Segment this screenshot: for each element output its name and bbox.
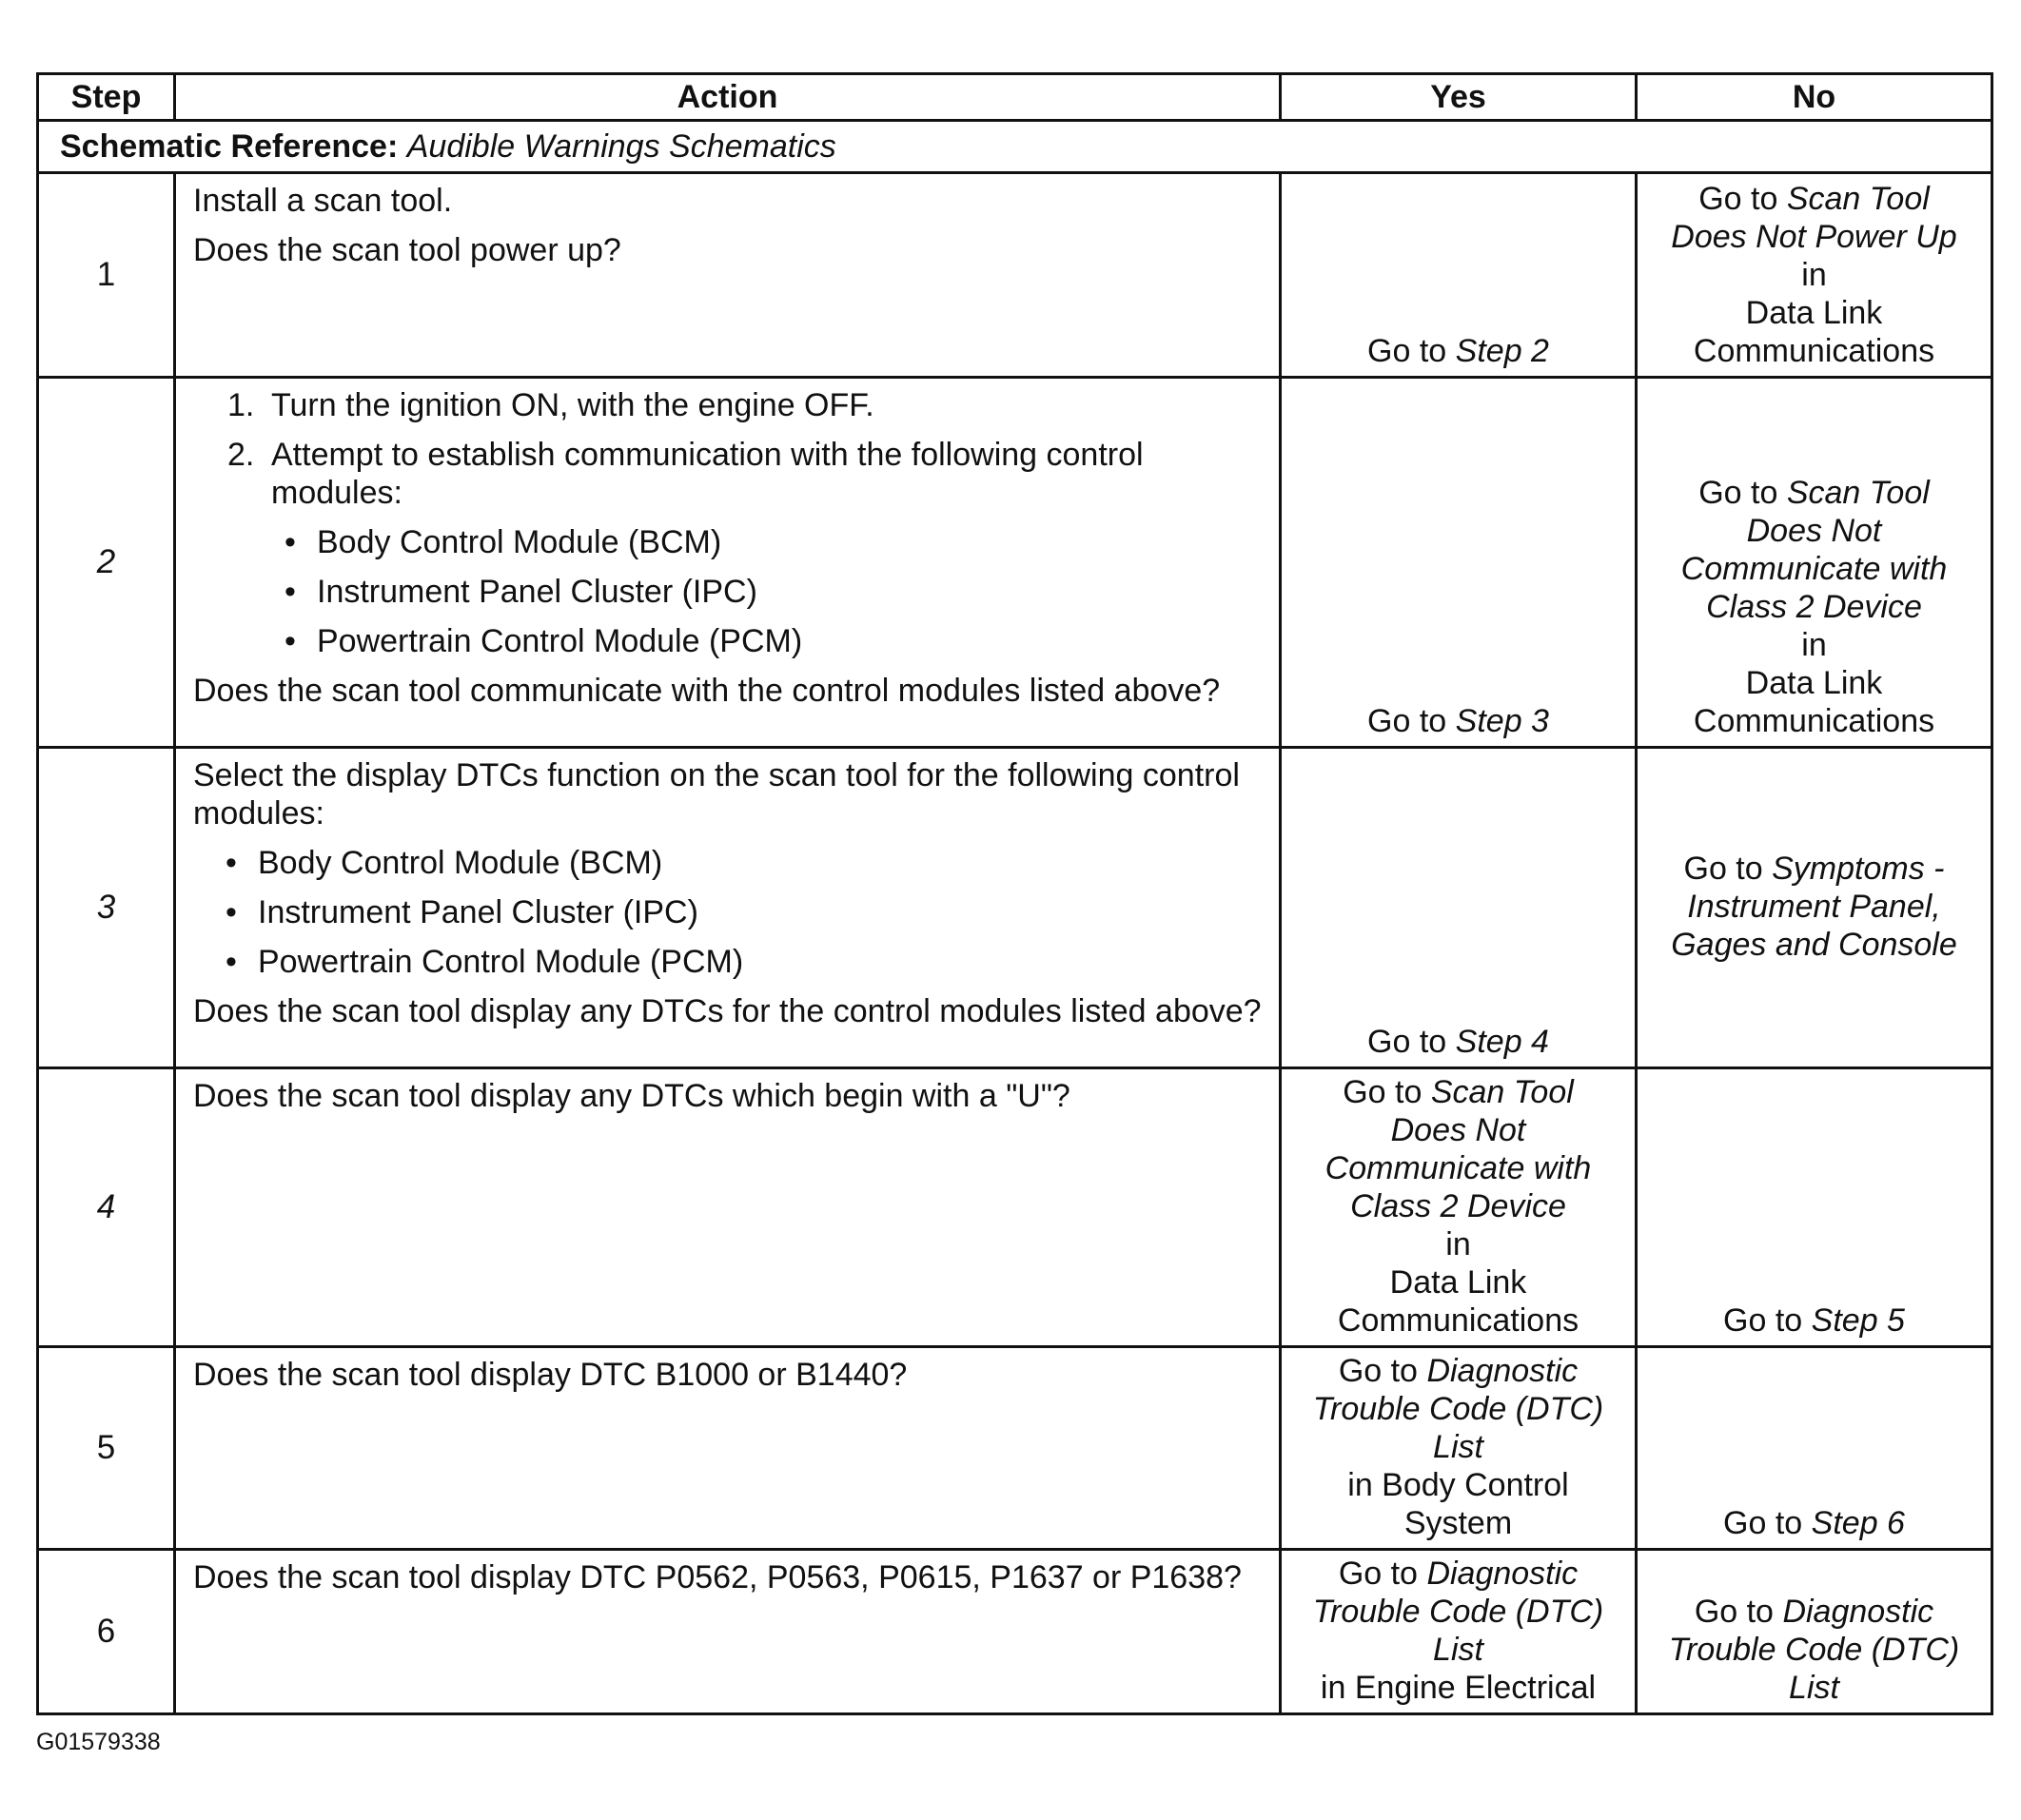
- action-question: Does the scan tool power up?: [193, 232, 621, 268]
- list-item: • Instrument Panel Cluster (IPC): [193, 893, 1269, 931]
- no-cell: Go to Diagnostic Trouble Code (DTC) List: [1637, 1550, 1992, 1714]
- list-item: 1. Turn the ignition ON, with the engine OFF.: [227, 387, 874, 423]
- table-row: [38, 1550, 1992, 1714]
- action-cell: [175, 1068, 1281, 1347]
- yes-link: Step 2: [1455, 333, 1549, 369]
- header-row: [38, 74, 1992, 121]
- action-cell: [175, 173, 1281, 378]
- no-cell: Go to Step 6: [1637, 1347, 1992, 1550]
- header-step: Step: [38, 74, 175, 121]
- list-item: • Body Control Module (BCM): [193, 523, 1269, 561]
- list-item: • Instrument Panel Cluster (IPC): [193, 573, 1269, 611]
- schematic-reference: [38, 121, 1992, 173]
- action-cell: [175, 378, 1281, 748]
- yes-link: Step 4: [1455, 1024, 1549, 1060]
- step-number: 6: [38, 1550, 175, 1714]
- action-question: Does the scan tool communicate with the control modules listed above?: [193, 673, 1221, 709]
- no-cell: Go to Symptoms - Instrument Panel, Gages and Console: [1637, 748, 1992, 1068]
- action-question: Does the scan tool display DTC B1000 or B1440?: [193, 1357, 908, 1393]
- table-row: [38, 748, 1992, 1068]
- action-cell: [175, 1550, 1281, 1714]
- list-item: • Body Control Module (BCM): [193, 844, 1269, 882]
- no-cell: Go to Scan Tool Does Not Power Up in Data Link Communications: [1637, 173, 1992, 378]
- action-question: Does the scan tool display DTC P0562, P0563, P0615, P1637 or P1638?: [193, 1559, 1242, 1595]
- schematic-reference-value: Audible Warnings Schematics: [406, 127, 836, 165]
- action-numbered-list: [193, 386, 1269, 512]
- yes-cell: Go to Diagnostic Trouble Code (DTC) List in Body Control System: [1281, 1347, 1637, 1550]
- action-text: Install a scan tool.: [193, 183, 453, 219]
- yes-cell: Go to Diagnostic Trouble Code (DTC) List in Engine Electrical: [1281, 1550, 1637, 1714]
- step-number: 5: [38, 1347, 175, 1550]
- action-text: Select the display DTCs function on the scan tool for the following control modules:: [193, 757, 1240, 832]
- no-link: Step 6: [1811, 1505, 1905, 1541]
- module-list: [193, 844, 1269, 981]
- yes-cell: Go to Step 2: [1281, 173, 1637, 378]
- no-link: Step 5: [1811, 1302, 1905, 1339]
- yes-cell: Go to Step 3: [1281, 378, 1637, 748]
- yes-link: Step 3: [1455, 703, 1549, 739]
- action-cell: [175, 1347, 1281, 1550]
- action-cell: [175, 748, 1281, 1068]
- step-number: 1: [38, 173, 175, 378]
- schematic-reference-label: Schematic Reference:: [60, 127, 399, 165]
- no-cell: Go to Step 5: [1637, 1068, 1992, 1347]
- header-action: Action: [175, 74, 1281, 121]
- table-row: [38, 1347, 1992, 1550]
- table-row: [38, 1068, 1992, 1347]
- step-number: 4: [38, 1068, 175, 1347]
- header-yes: Yes: [1281, 74, 1637, 121]
- step-number: 2: [38, 378, 175, 748]
- schematic-reference-row: [38, 121, 1992, 173]
- module-list: [193, 523, 1269, 660]
- list-item: 2. Attempt to establish communication with the following control modules:: [227, 437, 1144, 511]
- table-row: [38, 173, 1992, 378]
- list-item: • Powertrain Control Module (PCM): [193, 943, 1269, 981]
- no-cell: Go to Scan Tool Does Not Communicate with Class 2 Device in Data Link Communications: [1637, 378, 1992, 748]
- figure-id: G01579338: [36, 1729, 161, 1755]
- table-row: [38, 378, 1992, 748]
- list-item: • Powertrain Control Module (PCM): [193, 622, 1269, 660]
- step-number: 3: [38, 748, 175, 1068]
- action-question: Does the scan tool display any DTCs which begin with a "U"?: [193, 1078, 1070, 1114]
- yes-cell: Go to Scan Tool Does Not Communicate with Class 2 Device in Data Link Communications: [1281, 1068, 1637, 1347]
- header-no: No: [1637, 74, 1992, 121]
- diagnostic-table-container: [36, 72, 1991, 1715]
- action-question: Does the scan tool display any DTCs for the control modules listed above?: [193, 993, 1262, 1029]
- yes-cell: Go to Step 4: [1281, 748, 1637, 1068]
- diagnostic-table: [36, 72, 1993, 1715]
